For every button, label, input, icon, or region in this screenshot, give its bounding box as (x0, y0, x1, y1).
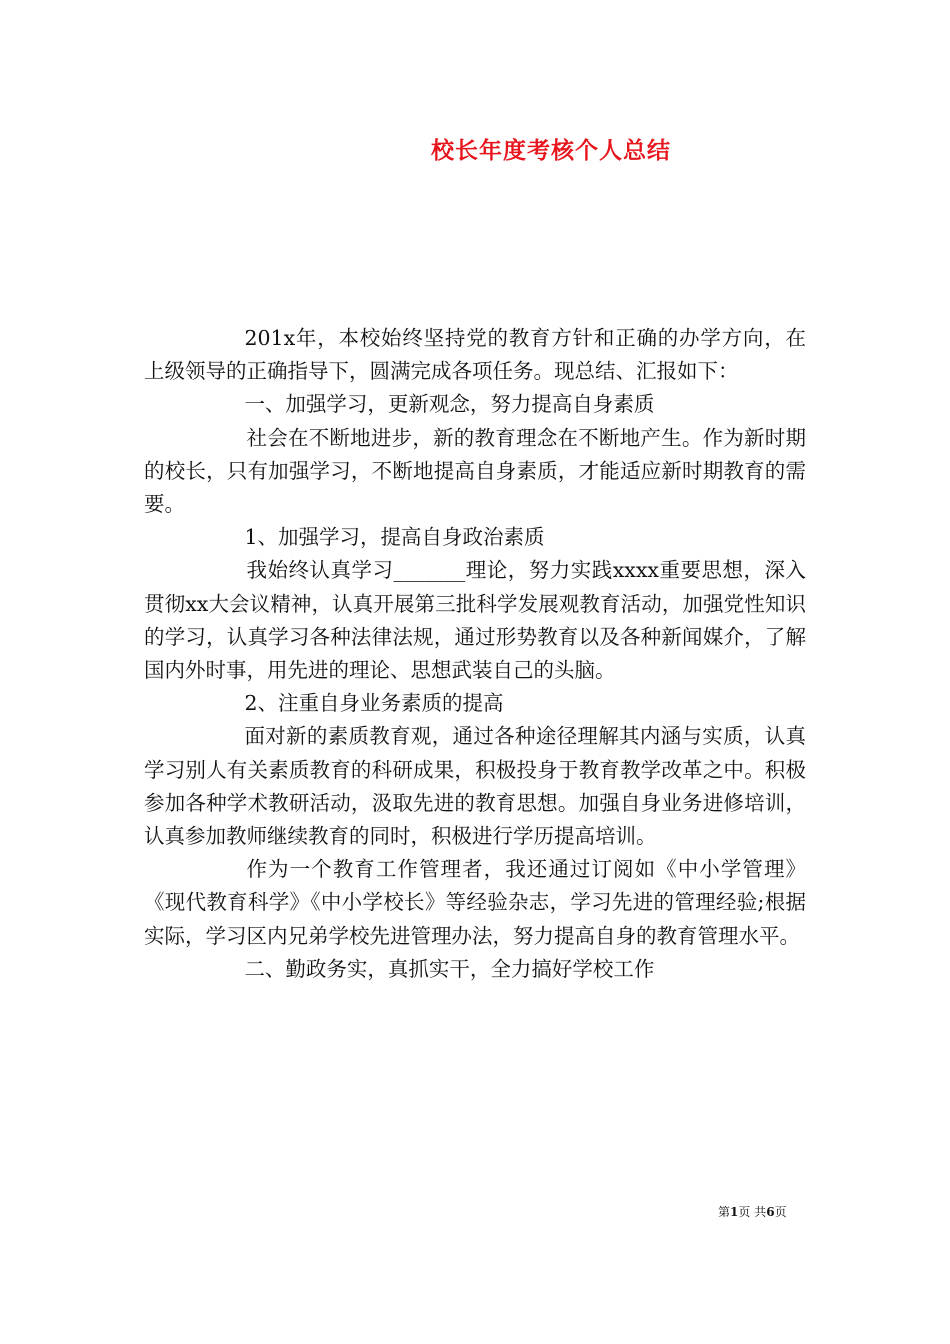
current-page: 1 (730, 1205, 739, 1219)
paragraph: 我始终认真学习_______理论，努力实践xxxx重要思想，深入贯彻xx大会议精神，认真开展第三批科学发展观教育活动，加强党性知识的学习，认真学习各种法律法规，通过形势教育以及各种新闻媒介，了解国内外时事，用先进的理论、思想武装自己的头脑。 (144, 558, 806, 683)
document-title: 校长年度考核个人总结 (431, 137, 671, 164)
subsection-heading-1: 1、加强学习，提高自身政治素质 (244, 525, 545, 550)
subsection-heading-2: 2、注重自身业务素质的提高 (244, 691, 504, 716)
total-pages: 6 (766, 1205, 775, 1219)
paragraph: 作为一个教育工作管理者，我还通过订阅如《中小学管理》《现代教育科学》《中小学校长》等经验杂志，学习先进的管理经验;根据实际，学习区内兄弟学校先进管理办法，努力提高自身的教育管理水平。 (144, 857, 806, 948)
document-body (144, 322, 806, 986)
paragraph: 面对新的素质教育观，通过各种途径理解其内涵与实质，认真学习别人有关素质教育的科研成果，积极投身于教育教学改革之中。积极参加各种学术教研活动，汲取先进的教育思想。加强自身业务进修培训，认真参加教师继续教育的同时，积极进行学历提高培训。 (144, 724, 806, 849)
page-number-prefix: 第 (718, 1205, 731, 1219)
page-number-suffix: 页 (774, 1205, 787, 1219)
page-number (718, 1204, 787, 1220)
page-number-middle: 页 共 (738, 1205, 767, 1219)
section-heading-1: 一、加强学习，更新观念，努力提高自身素质 (244, 392, 655, 417)
paragraph-intro: 201x年，本校始终坚持党的教育方针和正确的办学方向，在上级领导的正确指导下，圆满完成各项任务。现总结、汇报如下： (144, 326, 806, 384)
section-heading-2: 二、勤政务实，真抓实干，全力搞好学校工作 (244, 956, 655, 981)
paragraph: 社会在不断地进步，新的教育理念在不断地产生。作为新时期的校长，只有加强学习，不断地提高自身素质，才能适应新时期教育的需要。 (144, 425, 806, 517)
